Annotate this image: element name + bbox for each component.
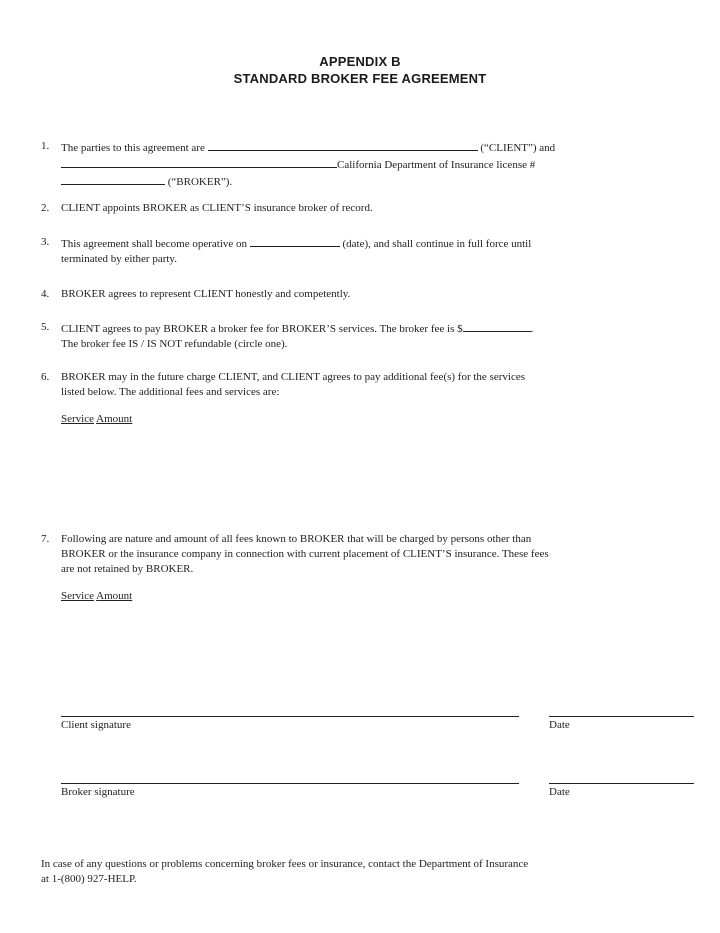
clause-text: (“CLIENT”) and xyxy=(480,142,556,154)
clause-text: BROKER or the insurance company in connection with current placement of CLIENT’S insurance. These fees xyxy=(61,548,549,560)
clause-5-body xyxy=(61,320,681,352)
client-date-line[interactable] xyxy=(549,716,694,717)
clause-text: California Department of Insurance license # xyxy=(337,159,536,171)
client-name-blank[interactable] xyxy=(208,139,478,151)
clause-7-body xyxy=(61,532,681,577)
clause-text: This agreement shall become operative on xyxy=(61,238,248,250)
clause-1 xyxy=(41,139,681,188)
footer-line: In case of any questions or problems concerning broker fees or insurance, contact the Department of Insurance xyxy=(41,858,529,870)
clause-1-body xyxy=(61,139,681,190)
clause-1-line-3 xyxy=(61,173,681,190)
third-party-fees-header xyxy=(61,589,132,604)
broker-signature-line[interactable] xyxy=(61,783,519,784)
clause-3-line-1 xyxy=(61,235,681,252)
clause-text: BROKER agrees to represent CLIENT honestly and competently. xyxy=(61,288,351,300)
clause-3-body xyxy=(61,235,681,267)
clause-text: The parties to this agreement are xyxy=(61,142,205,154)
clause-1-line-1 xyxy=(61,139,681,156)
clause-4 xyxy=(41,287,681,303)
clause-text: (“BROKER”). xyxy=(167,176,233,188)
clause-3 xyxy=(41,235,681,267)
refundable-circle-choice[interactable]: The broker fee IS / IS NOT refundable (circle one). xyxy=(61,338,288,350)
clause-text: CLIENT appoints BROKER as CLIENT’S insurance broker of record. xyxy=(61,202,373,214)
clause-text: terminated by either party. xyxy=(61,253,177,265)
footer-note xyxy=(41,857,691,887)
clause-number: 7. xyxy=(41,533,50,545)
clause-text: listed below. The additional fees and services are: xyxy=(61,386,280,398)
clause-5 xyxy=(41,320,681,352)
clause-text: (date), and shall continue in full force until xyxy=(342,238,532,250)
broker-signature-label: Broker signature xyxy=(61,786,135,798)
clause-number: 1. xyxy=(41,140,50,152)
clause-text: BROKER may in the future charge CLIENT, and CLIENT agrees to pay additional fee(s) for the services xyxy=(61,371,525,383)
clause-5-line-1 xyxy=(61,320,681,337)
clause-1-line-2 xyxy=(61,156,681,173)
client-signature-label: Client signature xyxy=(61,719,131,731)
amount-column-header: Amount xyxy=(96,413,133,425)
broker-fee-blank[interactable] xyxy=(463,320,531,332)
clause-number: 2. xyxy=(41,202,50,214)
clause-text: Following are nature and amount of all fees known to BROKER that will be charged by persons other than xyxy=(61,533,532,545)
clause-number: 5. xyxy=(41,321,50,333)
amount-column-header: Amount xyxy=(96,590,133,602)
service-column-header: Service xyxy=(61,413,94,425)
clause-6 xyxy=(41,370,681,402)
clause-text: . xyxy=(530,323,534,335)
clause-text: CLIENT agrees to pay BROKER a broker fee for BROKER’S services. The broker fee is $ xyxy=(61,323,463,335)
broker-date-line[interactable] xyxy=(549,783,694,784)
date-blank[interactable] xyxy=(250,235,340,247)
license-number-blank[interactable] xyxy=(61,173,165,185)
clause-number: 3. xyxy=(41,236,50,248)
appendix-title: APPENDIX B xyxy=(319,54,401,69)
clause-2 xyxy=(41,201,681,217)
client-date-label: Date xyxy=(549,719,570,731)
clause-number: 4. xyxy=(41,288,50,300)
client-signature-line[interactable] xyxy=(61,716,519,717)
clause-6-body xyxy=(61,370,681,400)
clause-text: are not retained by BROKER. xyxy=(61,563,194,575)
clause-number: 6. xyxy=(41,371,50,383)
broker-name-blank[interactable] xyxy=(61,156,337,168)
broker-date-label: Date xyxy=(549,786,570,798)
additional-fees-header xyxy=(61,412,132,427)
clause-7 xyxy=(41,532,681,578)
service-column-header: Service xyxy=(61,590,94,602)
footer-line: at 1-(800) 927-HELP. xyxy=(41,873,137,885)
agreement-title: STANDARD BROKER FEE AGREEMENT xyxy=(233,71,487,86)
